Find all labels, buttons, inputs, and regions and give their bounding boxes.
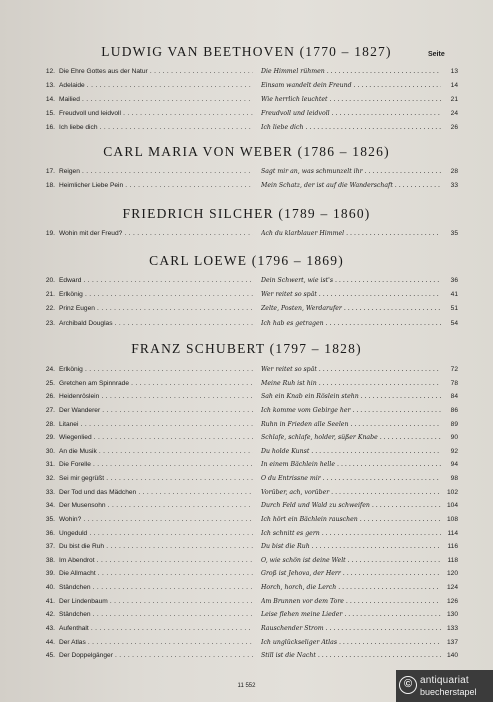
song-incipit: O, wie schön ist deine Welt . . . — [261, 555, 441, 567]
song-title: Der Tod und das Mädchen . . . — [59, 487, 253, 499]
song-incipit: In einem Bächlein helle . . . — [261, 459, 441, 471]
song-page-number: 126 — [446, 597, 458, 605]
song-page-number: 84 — [450, 393, 458, 401]
song-page-number: 140 — [446, 652, 458, 660]
song-title: Der Musensohn . . . — [59, 500, 253, 512]
song-number: 25. — [45, 379, 55, 387]
song-title: Archibald Douglas . . . — [59, 318, 253, 330]
song-incipit: Wer reitet so spät . . . — [261, 289, 441, 301]
song-title: Du bist die Ruh . . . — [59, 541, 253, 553]
song-title: Der Atlas . . . — [59, 637, 253, 649]
list-item — [0, 228, 493, 240]
composer-heading-schubert: FRANZ SCHUBERT (1797 – 1828) — [131, 341, 362, 356]
song-page-number: 51 — [450, 305, 458, 313]
list-item — [0, 568, 493, 580]
song-number: 28. — [45, 420, 55, 428]
copyright-icon: © — [399, 676, 417, 694]
song-incipit: Wie herrlich leuchtet . . . — [261, 94, 441, 106]
list-item — [0, 623, 493, 635]
song-page-number: 33 — [450, 182, 458, 189]
song-title: Erlkönig . . . — [59, 364, 253, 376]
song-incipit: Ich komme vom Gebirge her . . . — [261, 405, 441, 417]
watermark-line-1: antiquariat — [420, 675, 469, 686]
song-page-number: 89 — [450, 420, 458, 428]
song-title: Heidenröslein . . . — [59, 391, 253, 403]
song-incipit: Schlafe, schlafe, holder, süßer Knabe . . . — [261, 432, 441, 444]
song-number: 29. — [45, 434, 55, 442]
song-incipit: Rauschender Strom . . . — [261, 623, 441, 635]
song-title: Die Allmacht . . . — [59, 568, 253, 580]
song-number: 33. — [45, 488, 55, 496]
song-number: 34. — [45, 502, 55, 510]
list-item — [0, 541, 493, 553]
song-page-number: 35 — [450, 230, 458, 237]
song-title: Der Doppelgänger . . . — [59, 650, 253, 662]
song-title: Ungeduld . . . — [59, 528, 253, 540]
song-incipit: Ich schnitt es gern . . . — [261, 528, 441, 540]
list-item — [0, 500, 493, 512]
watermark-stamp — [396, 670, 493, 702]
song-incipit: Durch Feld und Wald zu schweifen . . . — [261, 500, 441, 512]
song-incipit: Zelte, Posten, Werdarufer . . . — [261, 303, 441, 315]
list-item — [0, 289, 493, 301]
song-page-number: 41 — [450, 291, 458, 299]
song-incipit: Du bist die Ruh . . . — [261, 541, 441, 553]
list-item — [0, 180, 493, 192]
song-title: Ständchen . . . — [59, 609, 253, 621]
song-title: Ständchen . . . — [59, 582, 253, 594]
song-incipit: Wer reitet so spät . . . — [261, 364, 441, 376]
song-page-number: 72 — [450, 366, 458, 373]
song-title: Aufenthalt . . . — [59, 623, 253, 635]
song-title: Adelaide . . . — [59, 80, 253, 92]
song-page-number: 36 — [450, 277, 458, 284]
song-page-number: 26 — [450, 124, 458, 131]
song-number: 16. — [45, 124, 55, 131]
song-number: 27. — [45, 406, 55, 414]
list-item — [0, 80, 493, 92]
song-number: 19. — [45, 230, 55, 237]
song-incipit: Die Himmel rühmen . . . — [261, 66, 441, 78]
song-number: 37. — [45, 543, 55, 551]
song-title: Die Ehre Gottes aus der Natur . . . — [59, 66, 253, 78]
song-title: Gretchen am Spinnrade . . . — [59, 378, 253, 390]
song-page-number: 137 — [446, 638, 458, 646]
song-number: 31. — [45, 461, 55, 469]
song-page-number: 108 — [446, 515, 458, 523]
list-item — [0, 318, 493, 330]
song-number: 21. — [45, 291, 55, 299]
song-incipit: Freudvoll und leidvoll . . . — [261, 108, 441, 120]
song-title: Edward . . . — [59, 275, 253, 287]
song-number: 35. — [45, 515, 55, 523]
song-incipit: Ich hab es getragen . . . — [261, 318, 441, 330]
list-item — [0, 609, 493, 621]
song-number: 44. — [45, 638, 55, 646]
song-page-number: 90 — [450, 434, 458, 442]
list-item — [0, 514, 493, 526]
song-incipit: Du holde Kunst . . . — [261, 446, 441, 458]
song-title: Der Lindenbaum . . . — [59, 596, 253, 608]
list-item — [0, 487, 493, 499]
song-incipit: Sagt mir an, was schmunzelt ihr . . . — [261, 166, 441, 178]
song-page-number: 86 — [450, 406, 458, 414]
list-item — [0, 166, 493, 178]
song-page-number: 24 — [450, 110, 458, 117]
composer-heading-silcher: FRIEDRICH SILCHER (1789 – 1860) — [122, 206, 371, 221]
song-page-number: 118 — [447, 556, 458, 564]
song-incipit: O du Entrissne mir . . . — [261, 473, 441, 485]
song-number: 20. — [45, 277, 55, 284]
song-incipit: Horch, horch, die Lerch . . . — [261, 582, 441, 594]
song-title: Sei mir gegrüßt . . . — [59, 473, 253, 485]
song-incipit: Sah ein Knab ein Röslein stehn . . . — [261, 391, 441, 403]
song-number: 40. — [45, 584, 55, 592]
song-number: 18. — [45, 182, 55, 189]
song-title: Der Wanderer . . . — [59, 405, 253, 417]
song-incipit: Still ist die Nacht . . . — [261, 650, 441, 662]
song-number: 14. — [45, 96, 55, 103]
song-number: 23. — [45, 319, 55, 327]
song-title: Prinz Eugen . . . — [59, 303, 253, 315]
list-item — [0, 419, 493, 431]
list-item — [0, 364, 493, 376]
song-page-number: 28 — [450, 168, 458, 175]
song-title: Wohin? . . . — [59, 514, 253, 526]
song-page-number: 92 — [450, 447, 458, 455]
watermark-line-2: buecherstapel — [420, 687, 477, 697]
composer-heading-beethoven: LUDWIG VAN BEETHOVEN (1770 – 1827) — [101, 44, 392, 59]
song-incipit: Ich liebe dich . . . — [261, 122, 441, 134]
composer-heading-weber: CARL MARIA VON WEBER (1786 – 1826) — [103, 144, 390, 159]
song-number: 45. — [45, 652, 55, 660]
song-title: Erlkönig . . . — [59, 289, 253, 301]
song-number: 41. — [45, 597, 55, 605]
song-incipit: Vorüber, ach, vorüber . . . — [261, 487, 441, 499]
list-item — [0, 66, 493, 78]
song-title: Wohin mit der Freud? . . . — [59, 228, 253, 240]
song-title: An die Musik . . . — [59, 446, 253, 458]
song-title: Ich liebe dich . . . — [59, 122, 253, 134]
list-item — [0, 108, 493, 120]
song-incipit: Dein Schwert, wie ist's . . . — [261, 275, 441, 287]
song-page-number: 94 — [450, 461, 458, 469]
list-item — [0, 582, 493, 594]
list-item — [0, 275, 493, 287]
song-title: Mailied . . . — [59, 94, 253, 106]
song-page-number: 124 — [446, 584, 458, 592]
song-title: Heimlicher Liebe Pein . . . — [59, 180, 253, 192]
song-number: 38. — [45, 556, 55, 564]
song-title: Freudvoll und leidvoll . . . — [59, 108, 253, 120]
page-column-label: Seite — [428, 51, 445, 58]
list-item — [0, 391, 493, 403]
song-incipit: Ach du klarblauer Himmel . . . — [261, 228, 441, 240]
song-page-number: 78 — [450, 379, 458, 387]
catalog-number: 11 552 — [237, 683, 256, 689]
list-item — [0, 122, 493, 134]
song-number: 17. — [45, 168, 55, 175]
song-incipit: Meine Ruh ist hin . . . — [261, 378, 441, 390]
song-page-number: 54 — [450, 319, 458, 327]
song-number: 32. — [45, 475, 55, 483]
composer-heading-loewe: CARL LOEWE (1796 – 1869) — [149, 253, 344, 268]
list-item — [0, 596, 493, 608]
song-number: 13. — [45, 82, 55, 89]
list-item — [0, 303, 493, 315]
song-incipit: Ruhn in Frieden alle Seelen . . . — [261, 419, 441, 431]
song-page-number: 133 — [446, 624, 458, 632]
song-incipit: Am Brunnen vor dem Tore . . . — [261, 596, 441, 608]
song-incipit: Ich hört ein Bächlein rauschen . . . — [261, 514, 441, 526]
song-number: 30. — [45, 447, 55, 455]
song-title: Litanei . . . — [59, 419, 253, 431]
song-number: 36. — [45, 529, 55, 537]
list-item — [0, 528, 493, 540]
song-incipit: Mein Schatz, der ist auf die Wanderschaft . . . — [261, 180, 441, 192]
song-page-number: 98 — [450, 475, 458, 483]
song-number: 26. — [45, 393, 55, 401]
song-number: 42. — [45, 611, 55, 619]
list-item — [0, 650, 493, 662]
song-page-number: 130 — [446, 611, 458, 619]
song-page-number: 114 — [447, 529, 458, 537]
song-page-number: 120 — [446, 570, 458, 578]
song-title: Wiegenlied . . . — [59, 432, 253, 444]
song-title: Die Forelle . . . — [59, 459, 253, 471]
song-incipit: Groß ist Jehova, der Herr . . . — [261, 568, 441, 580]
list-item — [0, 405, 493, 417]
song-number: 39. — [45, 570, 55, 578]
song-title: Im Abendrot . . . — [59, 555, 253, 567]
list-item — [0, 637, 493, 649]
list-item — [0, 432, 493, 444]
song-page-number: 21 — [450, 96, 458, 103]
song-page-number: 104 — [446, 502, 458, 510]
song-number: 15. — [45, 110, 55, 117]
song-title: Reigen . . . — [59, 166, 253, 178]
song-page-number: 14 — [450, 82, 458, 89]
list-item — [0, 94, 493, 106]
song-number: 24. — [45, 366, 55, 373]
list-item — [0, 446, 493, 458]
list-item — [0, 378, 493, 390]
song-number: 12. — [45, 68, 55, 75]
song-page-number: 102 — [446, 488, 458, 496]
list-item — [0, 459, 493, 471]
song-number: 43. — [45, 624, 55, 632]
song-page-number: 13 — [450, 68, 458, 75]
song-number: 22. — [45, 305, 55, 313]
list-item — [0, 473, 493, 485]
song-incipit: Leise flehen meine Lieder . . . — [261, 609, 441, 621]
song-incipit: Ich unglückseliger Atlas . . . — [261, 637, 441, 649]
list-item — [0, 555, 493, 567]
song-incipit: Einsam wandelt dein Freund . . . — [261, 80, 441, 92]
song-page-number: 116 — [447, 543, 458, 551]
